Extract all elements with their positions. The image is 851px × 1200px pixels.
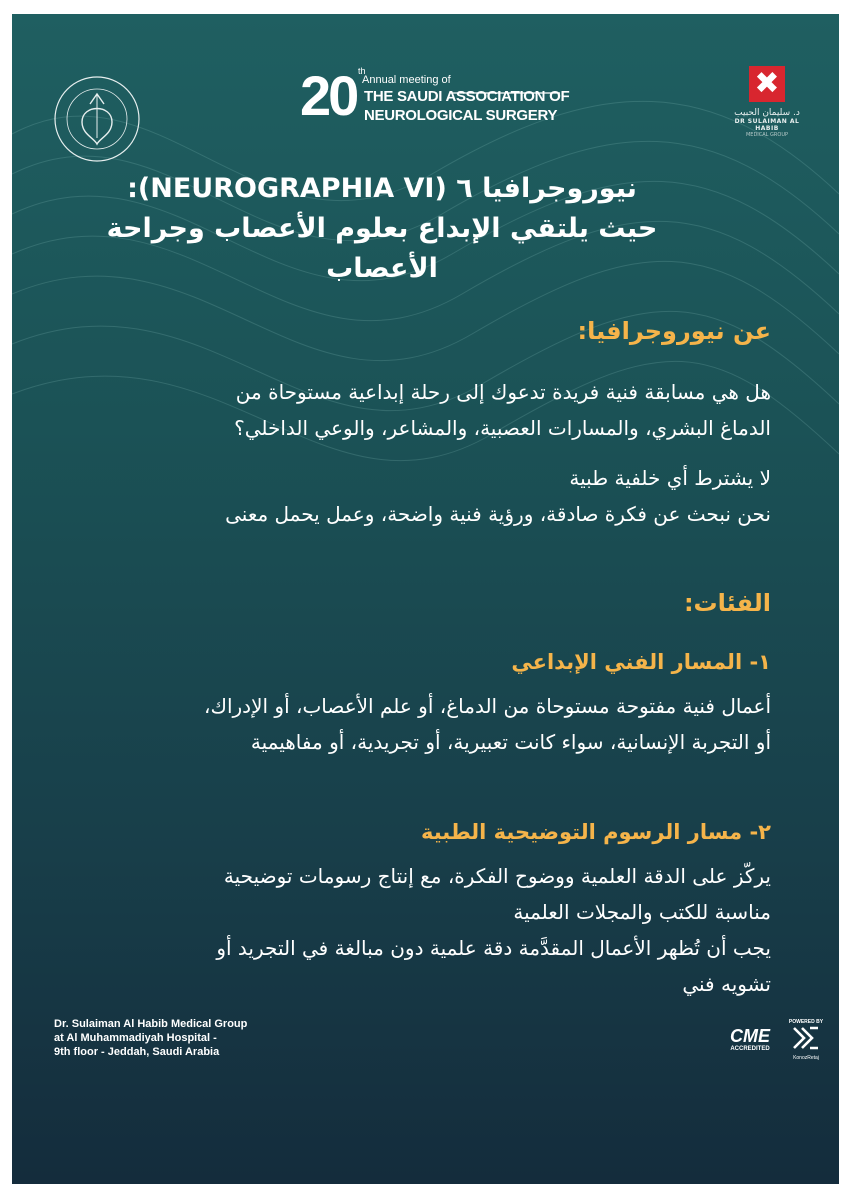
about-paragraph-line-4: نحن نبحث عن فكرة صادقة، ورؤية فنية واضحة، وعمل يحمل معنى	[225, 502, 771, 526]
meeting-number: 20	[300, 64, 357, 127]
cme-label: CME	[730, 1026, 770, 1046]
meeting-annual-label: Annual meeting of	[362, 74, 451, 86]
about-heading: عن نيوروجرافيا:	[577, 317, 771, 345]
address-line-2: at Al Muhammadiyah Hospital -	[54, 1032, 217, 1044]
konoz-retaj-name: KonozRetaj	[793, 1055, 819, 1061]
cme-sub-label: ACCREDITED	[730, 1046, 770, 1052]
meeting-association-line1: THE SAUDI ASSOCIATION OF	[364, 88, 570, 105]
title-line-3: الأعصاب	[326, 253, 438, 284]
title-line-1: نيوروجرافيا ٦ (NEUROGRAPHIA VI):	[127, 173, 637, 204]
cme-accredited-badge	[725, 1026, 775, 1066]
category-2-line-1: يركّز على الدقة العلمية ووضوح الفكرة، مع إنتاج رسومات توضيحية	[223, 864, 771, 888]
about-paragraph-line-2: الدماغ البشري، والمسارات العصبية، والمشاعر، والوعي الداخلي؟	[234, 416, 771, 440]
category-1-line-1: أعمال فنية مفتوحة مستوحاة من الدماغ، أو علم الأعصاب، أو الإدراك،	[204, 694, 771, 718]
konoz-retaj-logo	[784, 1019, 828, 1069]
meeting-ordinal-suffix: th	[358, 66, 366, 76]
habib-cross-icon: ✖	[749, 66, 785, 102]
category-1-line-2: أو التجربة الإنسانية، سواء كانت تعبيرية، أو تجريدية، أو مفاهيمية	[250, 730, 771, 754]
title-line-2: حيث يلتقي الإبداع بعلوم الأعصاب وجراحة	[106, 213, 658, 244]
address-line-3: 9th floor - Jeddah, Saudi Arabia	[54, 1046, 220, 1058]
saudi-association-emblem-icon	[42, 64, 152, 174]
categories-heading: الفئات:	[683, 589, 771, 617]
konoz-retaj-mark-icon	[791, 1025, 821, 1051]
category-2-line-2: مناسبة للكتب والمجلات العلمية	[513, 900, 771, 924]
venue-address	[54, 1017, 247, 1059]
address-line-1: Dr. Sulaiman Al Habib Medical Group	[54, 1018, 248, 1030]
category-2-line-4: تشويه فني	[682, 972, 771, 996]
category-2-line-3: يجب أن تُظهر الأعمال المقدَّمة دقة علمية دون مبالغة في التجريد أو	[216, 936, 771, 960]
habib-subtitle: MEDICAL GROUP	[745, 132, 789, 138]
category-1-title: ١- المسار الفني الإبداعي	[511, 650, 771, 674]
meeting-association-line2: NEUROLOGICAL SURGERY	[364, 107, 558, 124]
habib-english-name: DR SULAIMAN AL HABIB	[734, 118, 800, 132]
about-paragraph-line-1: هل هي مسابقة فنية فريدة تدعوك إلى رحلة إبداعية مستوحاة من	[235, 380, 771, 404]
poster	[12, 14, 839, 1184]
habib-logo	[724, 66, 810, 146]
category-2-title: ٢- مسار الرسوم التوضيحية الطبية	[420, 820, 771, 844]
about-paragraph-line-3: لا يشترط أي خلفية طبية	[569, 466, 771, 490]
powered-by-label: POWERED BY	[788, 1019, 824, 1025]
annual-meeting-logo	[300, 64, 570, 136]
habib-arabic-name: د. سليمان الحبيب	[734, 108, 800, 118]
